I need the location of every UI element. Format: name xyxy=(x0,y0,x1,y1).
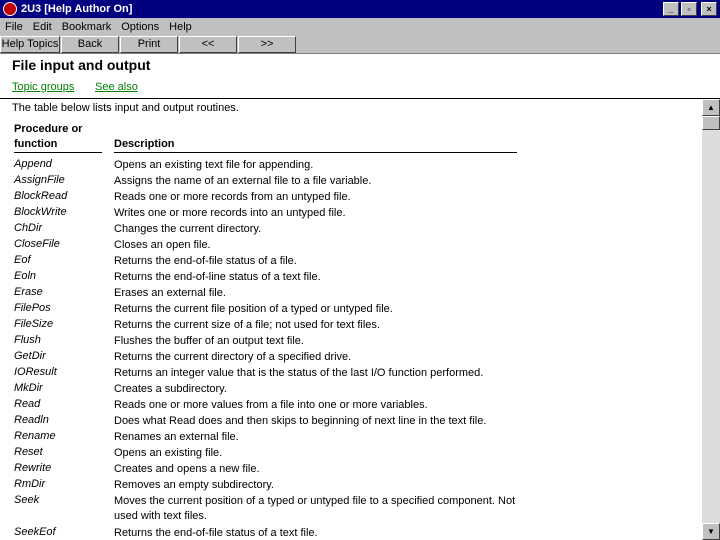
routine-name[interactable]: SeekEof xyxy=(14,526,56,538)
routine-name[interactable]: Readln xyxy=(14,414,49,426)
routine-description: Returns the end-of-line status of a text file. xyxy=(114,271,321,283)
header-divider xyxy=(114,152,517,153)
routine-name[interactable]: Flush xyxy=(14,334,41,346)
close-button[interactable]: × xyxy=(701,2,717,16)
routine-name[interactable]: Seek xyxy=(14,494,40,506)
routine-description: Reads one or more values from a file into one or more variables. xyxy=(114,399,428,411)
print-button[interactable]: Print xyxy=(120,36,178,53)
back-button[interactable]: Back xyxy=(61,36,119,53)
routine-description: Creates and opens a new file. xyxy=(114,463,260,475)
routine-name[interactable]: MkDir xyxy=(14,382,43,394)
routine-name[interactable]: FileSize xyxy=(14,318,54,330)
menu-help[interactable]: Help xyxy=(169,20,192,33)
menu-bar xyxy=(0,18,720,35)
routine-description: Flushes the buffer of an output text file. xyxy=(114,335,304,347)
routine-name[interactable]: BlockWrite xyxy=(14,206,67,218)
column-header-description: Description xyxy=(114,138,175,150)
routine-description: Returns the current size of a file; not used for text files. xyxy=(114,319,380,331)
topic-header xyxy=(0,54,720,99)
routine-name[interactable]: Rename xyxy=(14,430,56,442)
routine-description: Returns the current directory of a specified drive. xyxy=(114,351,352,363)
scroll-thumb[interactable] xyxy=(702,116,720,130)
routine-description: Returns the end-of-file status of a text file. xyxy=(114,527,318,539)
header-divider xyxy=(14,152,102,153)
scroll-down-arrow-icon[interactable]: ▼ xyxy=(702,523,720,540)
routine-description: Returns the end-of-file status of a file. xyxy=(114,255,297,267)
routine-description: Returns the current file position of a typed or untyped file. xyxy=(114,303,393,315)
routine-description: Closes an open file. xyxy=(114,239,211,251)
routine-name[interactable]: Read xyxy=(14,398,41,410)
maximize-button[interactable]: ▫ xyxy=(681,2,697,16)
menu-bookmark[interactable]: Bookmark xyxy=(61,20,112,33)
routine-description: Changes the current directory. xyxy=(114,223,262,235)
scroll-up-arrow-icon[interactable]: ▲ xyxy=(702,99,720,116)
routine-name[interactable]: Rewrite xyxy=(14,462,52,474)
title-bar xyxy=(0,0,720,18)
routine-name[interactable]: ChDir xyxy=(14,222,43,234)
topic-content xyxy=(0,99,702,540)
routine-description: Writes one or more records into an untyped file. xyxy=(114,207,346,219)
routine-description: Erases an external file. xyxy=(114,287,226,299)
routine-description: Does what Read does and then skips to beginning of next line in the text file. xyxy=(114,415,487,427)
routine-name[interactable]: Append xyxy=(14,158,52,170)
routine-name[interactable]: AssignFile xyxy=(14,174,65,186)
routine-description: Opens an existing file. xyxy=(114,447,223,459)
routine-description: Returns an integer value that is the status of the last I/O function performed. xyxy=(114,367,484,379)
routine-description: Removes an empty subdirectory. xyxy=(114,479,274,491)
routine-name[interactable]: Reset xyxy=(14,446,43,458)
see-also-link[interactable]: See also xyxy=(95,81,138,93)
help-app-icon[interactable] xyxy=(3,2,17,16)
routine-description: Opens an existing text file for appending. xyxy=(114,159,314,171)
routine-name[interactable]: IOResult xyxy=(14,366,57,378)
toolbar xyxy=(0,35,720,54)
menu-edit[interactable]: Edit xyxy=(32,20,52,33)
routine-name[interactable]: CloseFile xyxy=(14,238,60,250)
page-title: File input and output xyxy=(12,57,151,73)
menu-options[interactable]: Options xyxy=(121,20,160,33)
routine-name[interactable]: Erase xyxy=(14,286,43,298)
routine-name[interactable]: Eoln xyxy=(14,270,37,282)
routine-name[interactable]: FilePos xyxy=(14,302,51,314)
routine-name[interactable]: GetDir xyxy=(14,350,46,362)
vertical-scrollbar[interactable] xyxy=(702,99,720,540)
routine-name[interactable]: RmDir xyxy=(14,478,46,490)
routine-name[interactable]: BlockRead xyxy=(14,190,68,202)
minimize-button[interactable]: _ xyxy=(663,2,679,16)
window-title: 2U3 [Help Author On] xyxy=(21,3,133,15)
menu-file[interactable]: File xyxy=(5,20,23,33)
routine-description: Moves the current position of a typed or untyped file to a specified component. Not used with text files. xyxy=(114,495,516,522)
help-topics-button[interactable]: Help Topics xyxy=(0,36,60,53)
routine-description: Assigns the name of an external file to a file variable. xyxy=(114,175,372,187)
intro-text: The table below lists input and output routines. xyxy=(12,102,239,114)
column-header-procedure: Procedure or function xyxy=(14,123,83,150)
topic-groups-link[interactable]: Topic groups xyxy=(12,81,75,93)
routine-description: Renames an external file. xyxy=(114,431,239,443)
previous-topic-button[interactable]: << xyxy=(179,36,237,53)
routine-name[interactable]: Eof xyxy=(14,254,31,266)
next-topic-button[interactable]: >> xyxy=(238,36,296,53)
routine-description: Reads one or more records from an untyped file. xyxy=(114,191,351,203)
routine-description: Creates a subdirectory. xyxy=(114,383,227,395)
